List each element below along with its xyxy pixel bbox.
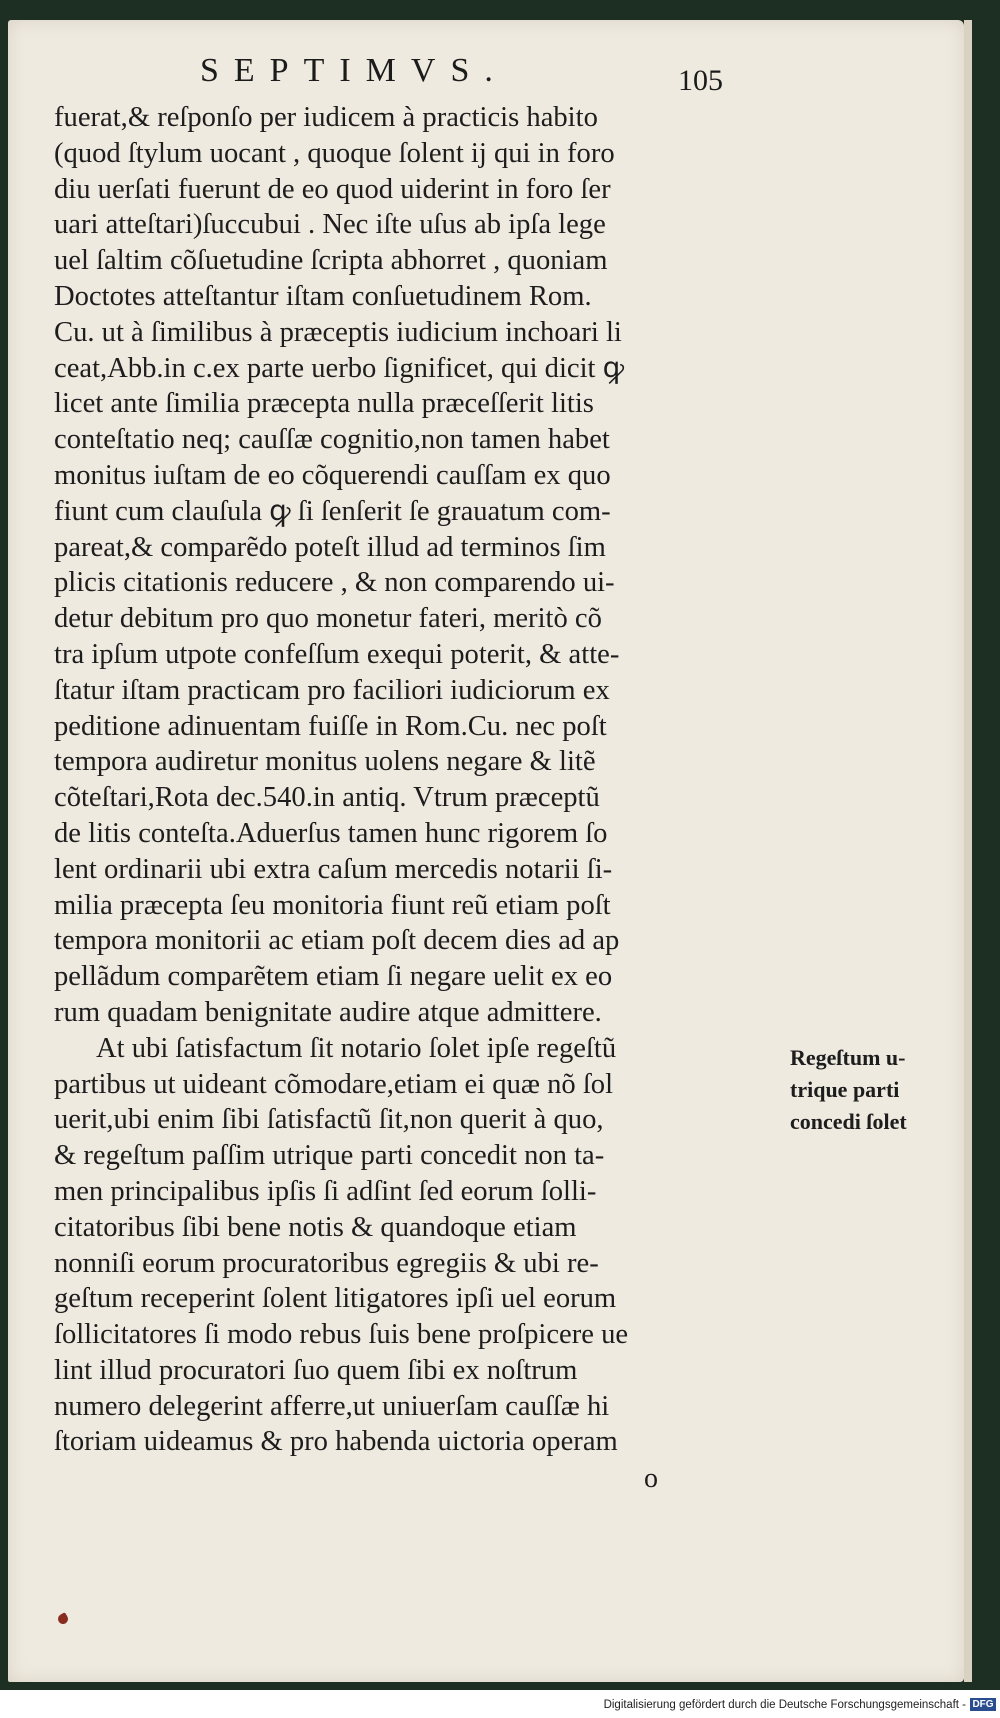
text-line: lint illud procuratori ſuo quem ſibi ex noſtrum	[54, 1354, 578, 1386]
text-line: uel ſaltim cõſuetudine ſcripta abhorret , quoniam	[54, 245, 608, 277]
body-text	[54, 100, 774, 1460]
funding-note: Digitalisierung gefördert durch die Deutsche Forschungsgemeinschaft -	[603, 1699, 966, 1711]
text-line: uari atteſtari)ſuccubui . Nec iſte uſus ab ipſa lege	[54, 209, 606, 241]
text-line: rum quadam benignitate audire atque admittere.	[54, 996, 602, 1028]
margin-note-line: Regeſtum u-	[790, 1045, 906, 1070]
text-line: numero delegerint afferre,ut uniuerſam cauſſæ hi	[54, 1390, 610, 1422]
text-line: detur debitum pro quo monetur fateri, meritò cõ	[54, 603, 602, 635]
text-line: geſtum receperint ſolent litigatores ipſi uel eorum	[54, 1283, 617, 1315]
text-line: (quod ſtylum uocant , quoque ſolent ij qui in foro	[54, 137, 615, 169]
text-line: fuerat,& reſponſo per iudicem à practicis habito	[54, 102, 598, 133]
text-line: nonniſi eorum procuratoribus egregiis & ubi re-	[54, 1247, 599, 1279]
text-line: Cu. ut à ſimilibus à præceptis iudicium inchoari li	[54, 316, 622, 348]
text-line: men principalibus ipſis ſi adſint ſed eorum ſolli-	[54, 1175, 597, 1207]
text-line: tempora audiretur monitus uolens negare & litẽ	[54, 746, 596, 778]
text-line: fiunt cum clauſula ꝙ ſi ſenſerit ſe grauatum com-	[54, 495, 611, 527]
text-line: pellãdum comparẽtem etiam ſi negare uelit ex eo	[54, 961, 613, 993]
paragraph-start-line: At ubi ſatisfactum ſit notario ſolet ipſe regeſtũ	[96, 1032, 617, 1064]
running-header: SEPTIMVS.	[200, 52, 508, 89]
text-line: citatoribus ſibi bene notis & quandoque etiam	[54, 1211, 577, 1243]
margin-note-line: trique parti	[790, 1077, 900, 1102]
text-line: diu uerſati fuerunt de eo quod uiderint in foro ſer	[54, 173, 611, 205]
text-line: partibus ut uideant cõmodare,etiam ei quæ nõ ſol	[54, 1068, 614, 1100]
text-line: lent ordinarii ubi extra caſum mercedis notarii ſi-	[54, 853, 613, 885]
text-line: ſollicitatores ſi modo rebus ſuis bene proſpicere ue	[54, 1319, 629, 1351]
text-line: cõteſtari,Rota dec.540.in antiq. Vtrum præceptũ	[54, 782, 600, 814]
text-line: ſtoriam uideamus & pro habenda uictoria operam	[54, 1426, 618, 1458]
page-edge	[964, 20, 972, 1682]
text-line: uerit,ubi enim ſibi ſatisfactũ ſit,non querit à quo,	[54, 1104, 604, 1136]
text-line: tra ipſum utpote confeſſum exequi poterit, & atte-	[54, 638, 620, 670]
text-line: plicis citationis reducere , & non comparendo ui-	[54, 567, 615, 599]
footer	[0, 1690, 1000, 1718]
text-line: licet ante ſimilia præcepta nulla præceſſerit litis	[54, 388, 594, 420]
text-line: pareat,& comparẽdo poteſt illud ad terminos ſim	[54, 531, 606, 563]
text-line: ceat,Abb.in c.ex parte uerbo ſignificet, qui dicit ꝙ	[54, 352, 625, 384]
signature-mark: o	[644, 1463, 658, 1494]
dfg-logo: DFG	[970, 1698, 996, 1711]
text-line: ſtatur iſtam practicam pro faciliori iudiciorum ex	[54, 674, 610, 706]
text-line: de litis conteſta.Aduerſus tamen hunc rigorem ſo	[54, 817, 608, 849]
text-line: Doctotes atteſtantur iſtam conſuetudinem Rom.	[54, 280, 592, 312]
text-line: conteſtatio neq; cauſſæ cognitio,non tamen habet	[54, 424, 610, 456]
text-line: tempora monitorii ac etiam poſt decem dies ad ap	[54, 925, 620, 957]
margin-note	[790, 1042, 907, 1138]
text-line: & regeſtum paſſim utrique parti concedit non ta-	[54, 1140, 605, 1172]
text-line: peditione adinuentam fuiſſe in Rom.Cu. nec poſt	[54, 710, 607, 742]
page-number: 105	[678, 64, 723, 97]
margin-note-line: concedi ſolet	[790, 1109, 907, 1134]
text-line: milia præcepta ſeu monitoria fiunt reũ etiam poſt	[54, 889, 611, 921]
text-line: monitus iuſtam de eo cõquerendi cauſſam ex quo	[54, 459, 611, 491]
